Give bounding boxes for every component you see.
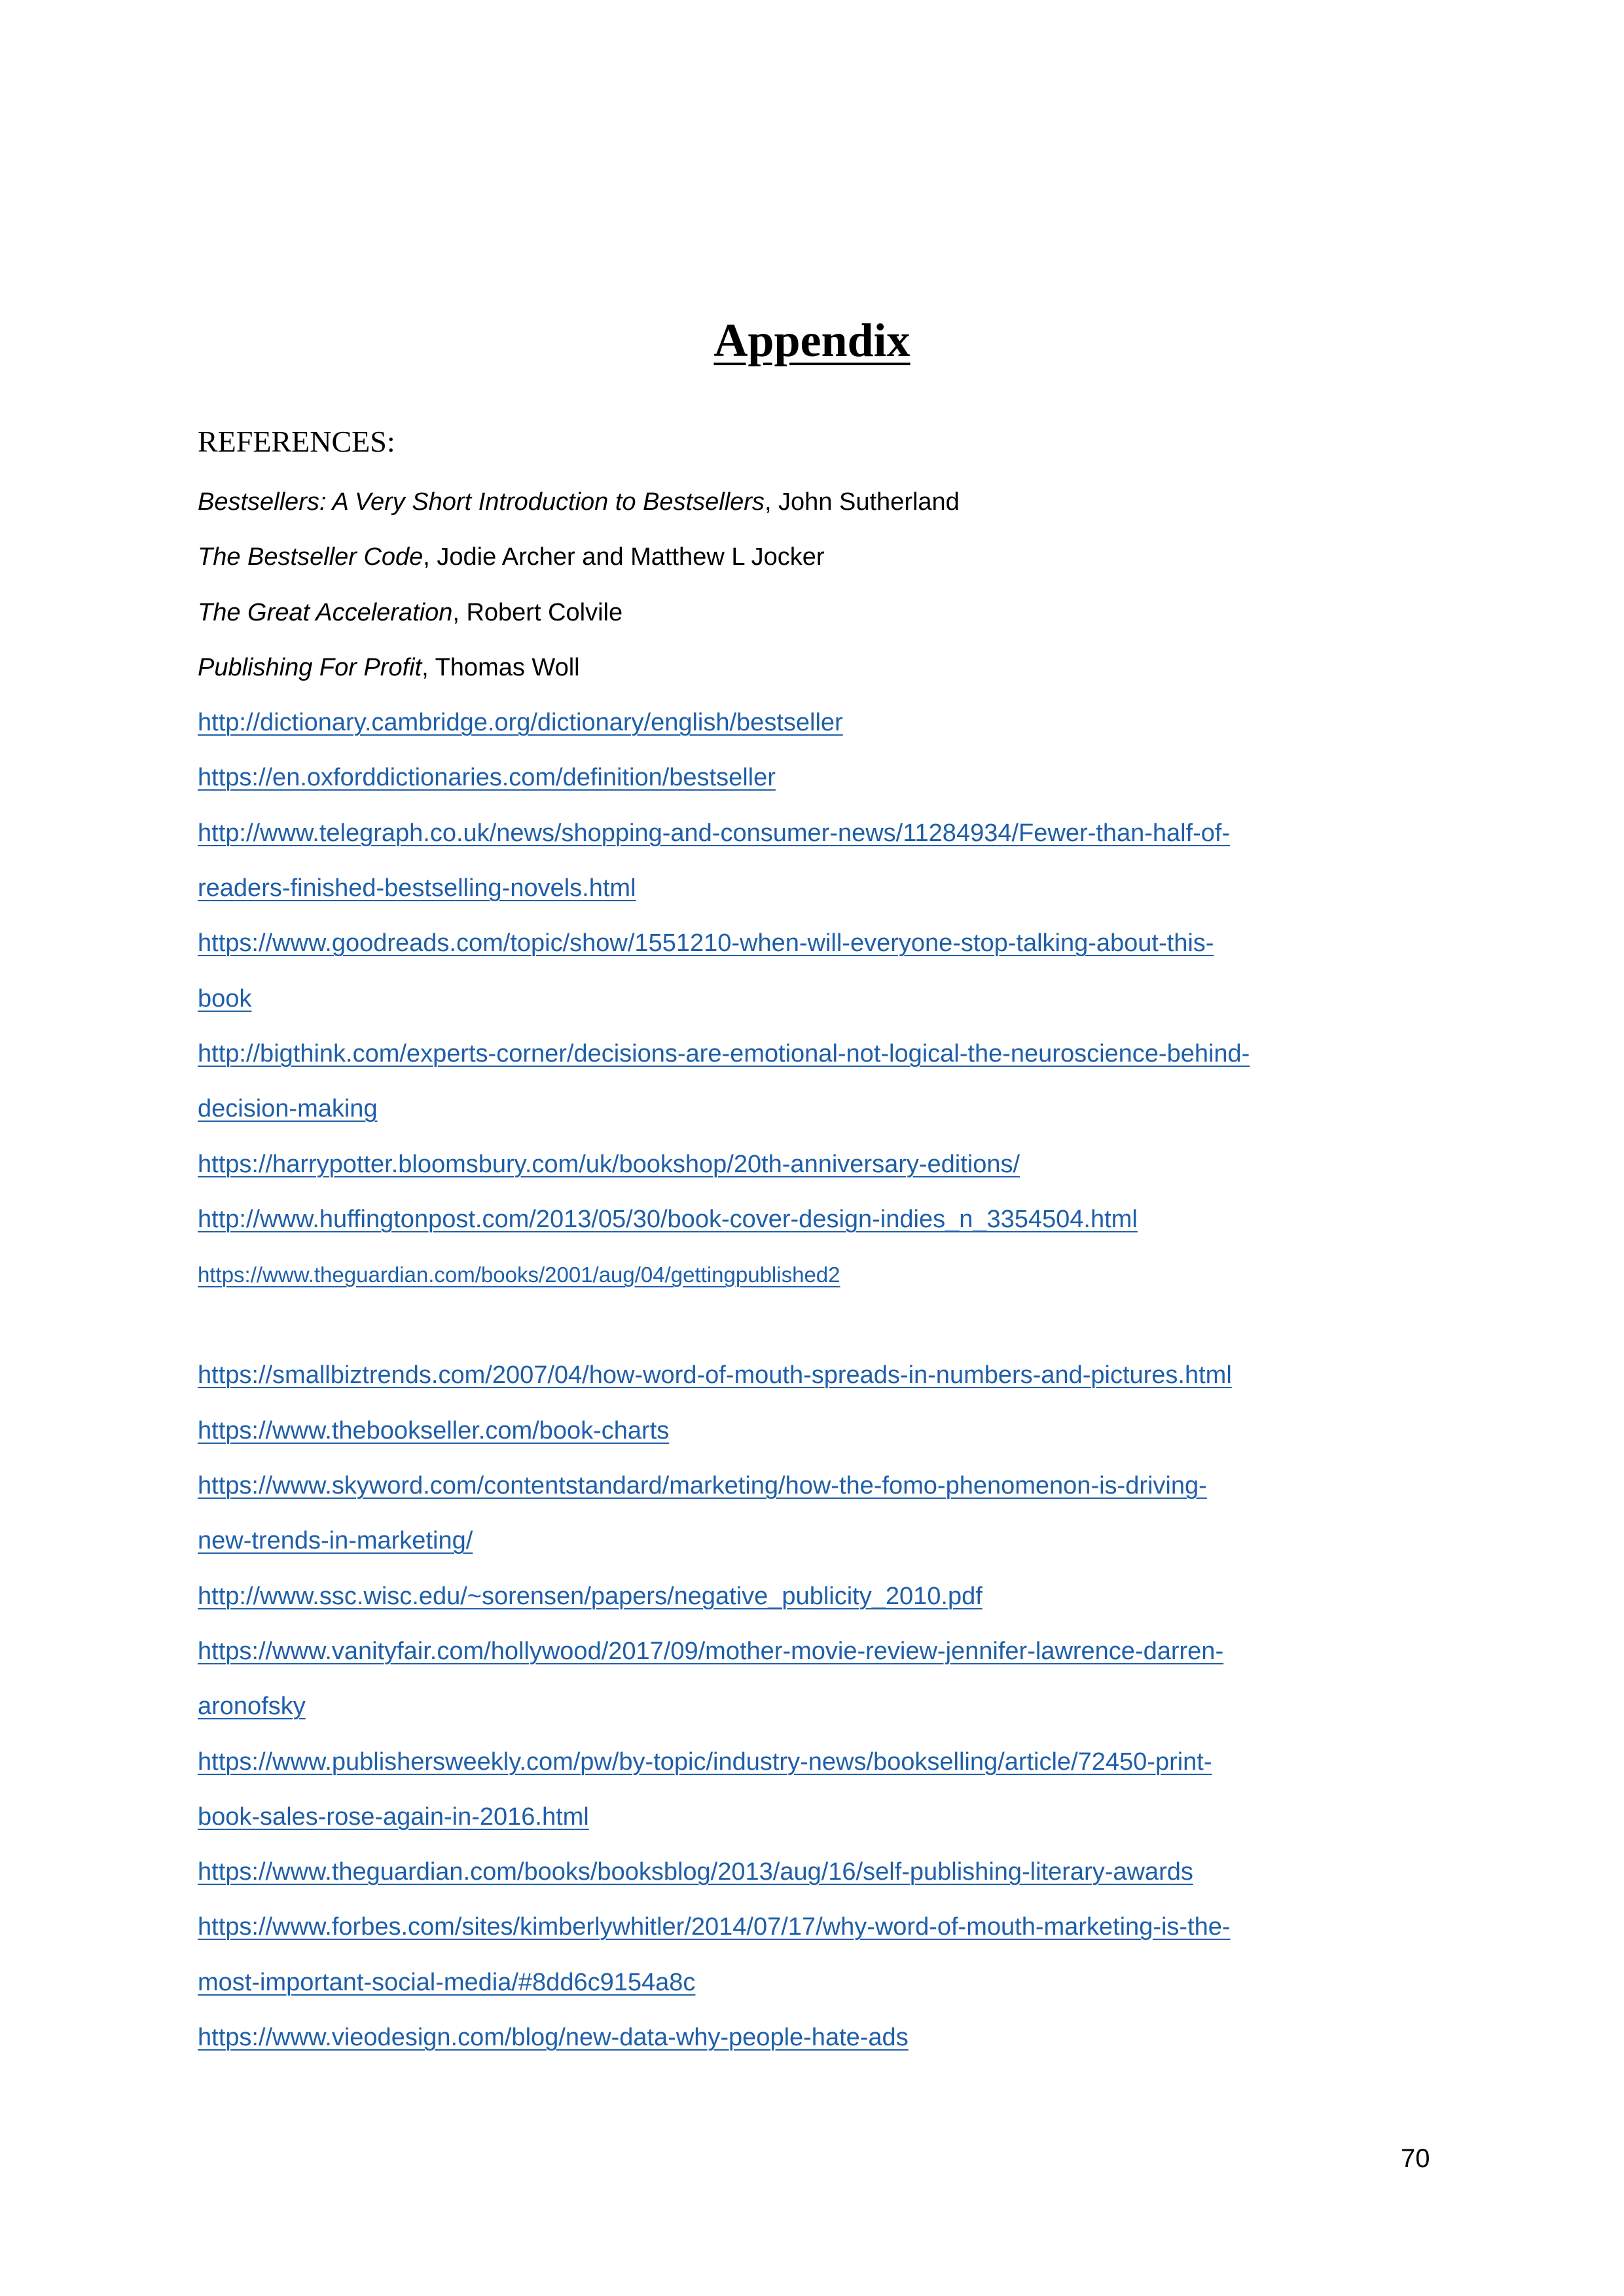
reference-link[interactable]: https://www.theguardian.com/books/booksblog/2013/aug/16/self-publishing-literary-awards bbox=[198, 1858, 1193, 1886]
reference-link-continued[interactable]: book bbox=[198, 984, 252, 1013]
link-line bbox=[198, 1137, 1441, 1192]
reference-link[interactable]: https://www.vieodesign.com/blog/new-data-why-people-hate-ads bbox=[198, 2024, 909, 2052]
reference-link[interactable]: http://www.huffingtonpost.com/2013/05/30/book-cover-design-indies_n_3354504.html bbox=[198, 1205, 1138, 1233]
page-title bbox=[0, 308, 1624, 373]
link-line bbox=[198, 1569, 1441, 1624]
reference-link-small[interactable]: https://www.theguardian.com/books/2001/aug/04/gettingpublished2 bbox=[198, 1263, 840, 1287]
book-title: Publishing For Profit bbox=[198, 653, 422, 681]
reference-link-continued[interactable]: most-important-social-media/#8dd6c9154a8c bbox=[198, 1968, 696, 1996]
reference-link[interactable]: http://bigthink.com/experts-corner/decisions-are-emotional-not-logical-the-neuroscience-behind- bbox=[198, 1039, 1250, 1067]
link-line bbox=[198, 916, 1441, 971]
link-line bbox=[198, 1899, 1441, 1954]
book-author: , Robert Colvile bbox=[452, 598, 623, 626]
link-line bbox=[198, 750, 1441, 805]
book-reference bbox=[198, 475, 1441, 529]
reference-link-continued[interactable]: readers-finished-bestselling-novels.html bbox=[198, 874, 636, 903]
book-title: Bestsellers: A Very Short Introduction to Bestsellers bbox=[198, 488, 765, 516]
reference-link[interactable]: https://www.vanityfair.com/hollywood/2017/09/mother-movie-review-jennifer-lawrence-darren- bbox=[198, 1637, 1224, 1665]
reference-link[interactable]: https://en.oxforddictionaries.com/definition/bestseller bbox=[198, 764, 776, 792]
book-title: The Bestseller Code bbox=[198, 543, 424, 571]
link-line bbox=[198, 1403, 1441, 1458]
reference-list bbox=[198, 475, 1441, 2065]
reference-link-continued[interactable]: aronofsky bbox=[198, 1693, 306, 1721]
reference-link[interactable]: https://www.forbes.com/sites/kimberlywhitler/2014/07/17/why-word-of-mouth-marketing-is-the- bbox=[198, 1913, 1231, 1941]
references-heading: REFERENCES: bbox=[198, 425, 395, 458]
link-line bbox=[198, 1192, 1441, 1247]
book-title: The Great Acceleration bbox=[198, 598, 453, 626]
book-reference bbox=[198, 529, 1441, 584]
blank-line bbox=[198, 1302, 1441, 1348]
link-line bbox=[198, 806, 1441, 861]
link-line-continued bbox=[198, 971, 1441, 1026]
link-line-continued bbox=[198, 1081, 1441, 1136]
reference-link[interactable]: https://www.skyword.com/contentstandard/marketing/how-the-fomo-phenomenon-is-driving- bbox=[198, 1472, 1207, 1500]
book-author: , Jodie Archer and Matthew L Jocker bbox=[423, 543, 825, 571]
reference-link[interactable]: https://www.thebookseller.com/book-charts bbox=[198, 1416, 670, 1444]
reference-link[interactable]: https://www.goodreads.com/topic/show/1551210-when-will-everyone-stop-talking-about-this- bbox=[198, 929, 1214, 958]
reference-link[interactable]: https://www.publishersweekly.com/pw/by-topic/industry-news/bookselling/article/72450-print- bbox=[198, 1748, 1212, 1776]
reference-link-continued[interactable]: book-sales-rose-again-in-2016.html bbox=[198, 1803, 589, 1831]
link-line-continued bbox=[198, 1679, 1441, 1734]
link-line-continued bbox=[198, 1513, 1441, 1568]
book-reference bbox=[198, 640, 1441, 695]
link-line bbox=[198, 1734, 1441, 1789]
link-line-continued bbox=[198, 1955, 1441, 2010]
book-reference bbox=[198, 585, 1441, 640]
book-author: , John Sutherland bbox=[764, 488, 960, 516]
link-line bbox=[198, 1844, 1441, 1899]
link-line-continued bbox=[198, 1789, 1441, 1844]
link-line bbox=[198, 1247, 1441, 1302]
link-line bbox=[198, 2010, 1441, 2065]
page-number: 70 bbox=[1401, 2144, 1430, 2173]
book-author: , Thomas Woll bbox=[422, 653, 580, 681]
link-line bbox=[198, 1624, 1441, 1679]
link-line bbox=[198, 1348, 1441, 1403]
reference-link-continued[interactable]: decision-making bbox=[198, 1095, 378, 1123]
reference-link[interactable]: https://harrypotter.bloomsbury.com/uk/bookshop/20th-anniversary-editions/ bbox=[198, 1150, 1020, 1178]
reference-link-continued[interactable]: new-trends-in-marketing/ bbox=[198, 1527, 473, 1555]
page-title-text: Appendix bbox=[713, 314, 911, 367]
link-line bbox=[198, 1458, 1441, 1513]
link-line-continued bbox=[198, 861, 1441, 916]
link-line bbox=[198, 695, 1441, 750]
reference-link[interactable]: http://dictionary.cambridge.org/dictionary/english/bestseller bbox=[198, 709, 843, 737]
reference-link[interactable]: http://www.ssc.wisc.edu/~sorensen/papers/negative_publicity_2010.pdf bbox=[198, 1582, 983, 1610]
link-line bbox=[198, 1026, 1441, 1081]
reference-link[interactable]: http://www.telegraph.co.uk/news/shopping-and-consumer-news/11284934/Fewer-than-half-of- bbox=[198, 819, 1231, 847]
reference-link[interactable]: https://smallbiztrends.com/2007/04/how-word-of-mouth-spreads-in-numbers-and-pictures.html bbox=[198, 1361, 1232, 1390]
